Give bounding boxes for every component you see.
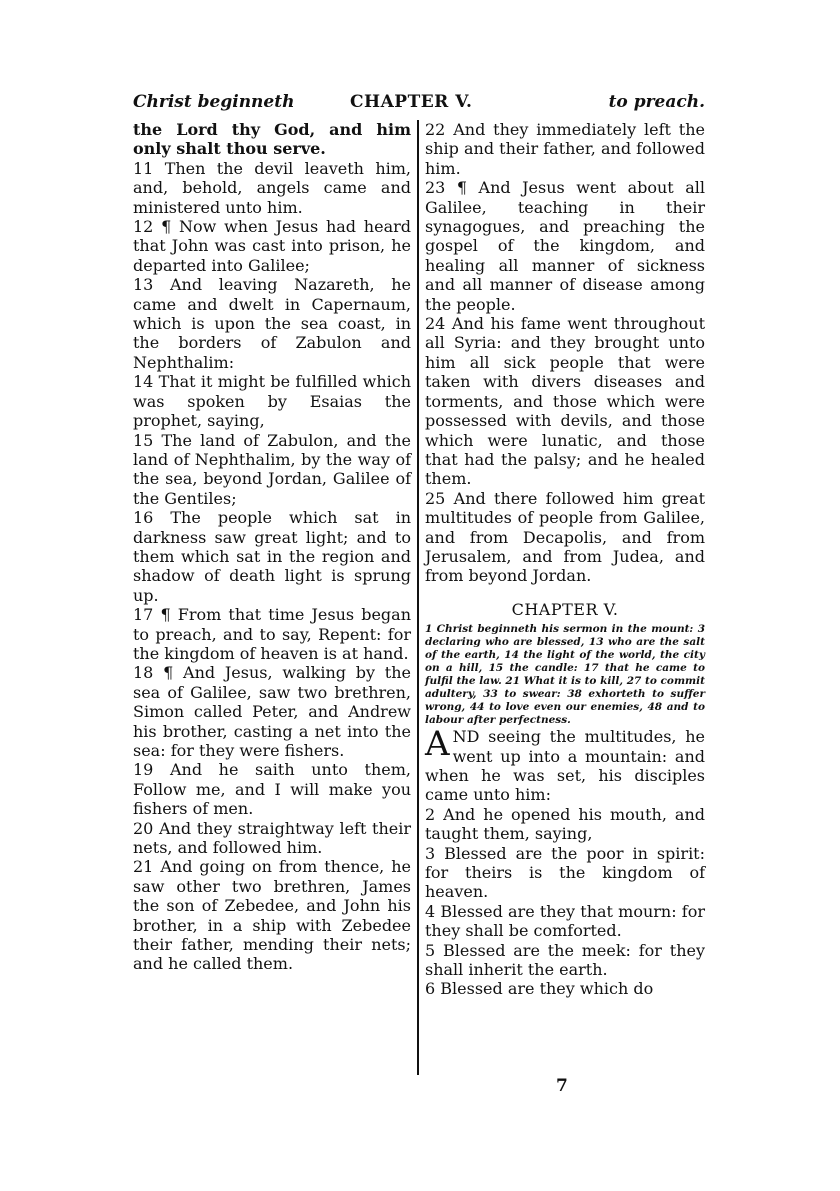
verse: 4 Blessed are they that mourn: for they shall be comforted. (425, 901, 705, 941)
verse: 21 And going on from thence, he saw other two brethren, James the son of Zebedee, and John his brother, in a ship with Zebedee their father, mending their nets; and he called them. (133, 857, 411, 974)
header-left: Christ beginneth (133, 92, 295, 112)
verse: 11 Then the devil leaveth him, and, behold, angels came and ministered unto him. (133, 158, 411, 217)
right-column (425, 120, 705, 999)
header-right: to preach. (608, 92, 705, 112)
verse: 19 And he saith unto them, Follow me, and I will make you fishers of men. (133, 760, 411, 819)
verse: 2 And he opened his mouth, and taught them, saying, (425, 804, 705, 844)
column-divider (417, 120, 419, 1075)
header-chapter: CHAPTER V. (350, 92, 473, 112)
verse: 16 The people which sat in darkness saw great light; and to them which sat in the region and shadow of death light is sprung up. (133, 508, 411, 605)
verse: 14 That it might be fulfilled which was spoken by Esaias the prophet, saying, (133, 372, 411, 431)
verse: 13 And leaving Nazareth, he came and dwelt in Capernaum, which is upon the sea coast, in the borders of Zabulon and Nephthalim: (133, 275, 411, 372)
chapter-heading: CHAPTER V. (511, 599, 619, 619)
verse: 15 The land of Zabulon, and the land of Nephthalim, by the way of the sea, beyond Jordan, Galilee of the Gentiles; (133, 430, 411, 508)
page-number: 7 (556, 1076, 568, 1096)
verse: 25 And there followed him great multitudes of people from Galilee, and from Decapolis, and from Jerusalem, and from Judea, and from beyond Jordan. (425, 488, 705, 586)
verse: 18 ¶ And Jesus, walking by the sea of Galilee, saw two brethren, Simon called Peter, and Andrew his brother, casting a net into the sea: for they were fishers. (133, 663, 411, 760)
verse-first (425, 724, 705, 805)
verse-first-text: ND seeing the multitudes, he went up into a mountain: and when he was set, his disciples came unto him: (425, 727, 705, 805)
left-column (133, 120, 411, 974)
verse: the Lord thy God, and him only shalt thou serve. (133, 120, 411, 159)
running-header (133, 92, 705, 118)
verse: 17 ¶ From that time Jesus began to preach, and to say, Repent: for the kingdom of heaven is at hand. (133, 605, 411, 663)
verse: 12 ¶ Now when Jesus had heard that John was cast into prison, he departed into Galilee; (133, 217, 411, 275)
verse: 23 ¶ And Jesus went about all Galilee, teaching in their synagogues, and preaching the gospel of the kingdom, and healing all manner of sickness and all manner of disease among the people. (425, 178, 705, 314)
verse: 20 And they straightway left their nets, and followed him. (133, 818, 411, 858)
chapter-summary: 1 Christ beginneth his sermon in the mount: 3 declaring who are blessed, 13 who are the salt of the earth, 14 the light of the world, the city on a hill, 15 the candle: 17 that he came to fulfil the law. 21 What it is to kill, 27 to commit adultery, 33 to swear: 38 exhorteth to suffer wrong, 44 to love even our enemies, 48 and to labour after perfectness. (425, 623, 705, 727)
verse: 3 Blessed are the poor in spirit: for theirs is the kingdom of heaven. (425, 843, 705, 902)
drop-cap: A (425, 724, 450, 765)
verse: 5 Blessed are the meek: for they shall inherit the earth. (425, 940, 705, 980)
verse: 6 Blessed are they which do (425, 979, 654, 999)
verse: 24 And his fame went throughout all Syria: and they brought unto him all sick people that were taken with divers diseases and torments, and those which were possessed with devils, and those which were lunatic, and those that had the palsy; and he healed them. (425, 314, 705, 489)
verse: 22 And they immediately left the ship and their father, and followed him. (425, 120, 705, 178)
